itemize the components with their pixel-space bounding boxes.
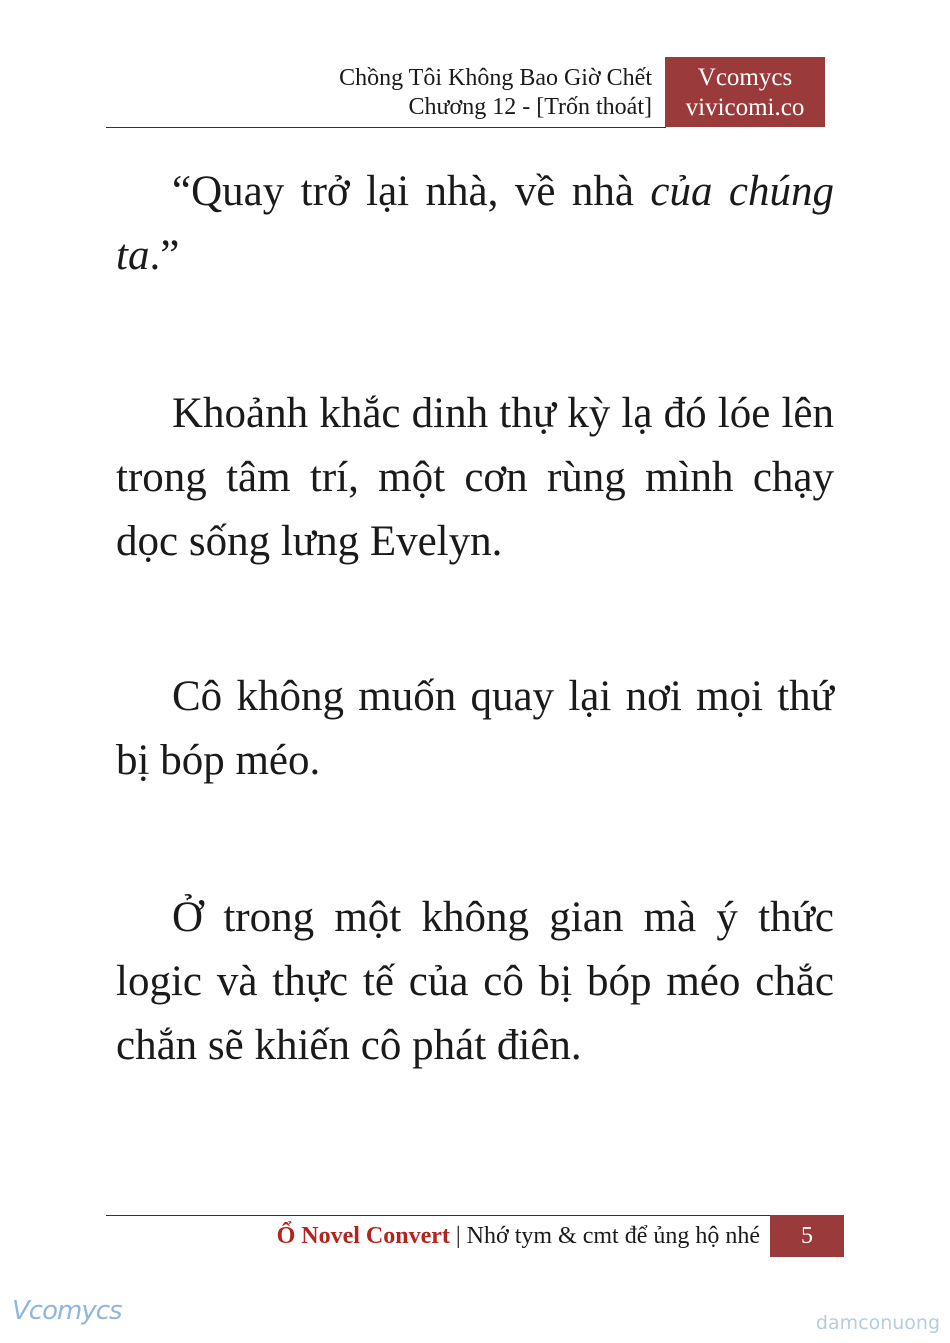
header-divider — [106, 127, 666, 128]
page-footer — [0, 1221, 760, 1251]
paragraph-3: Cô không muốn quay lại nơi mọi thứ bị bóp méo. — [116, 673, 834, 784]
book-title: Chồng Tôi Không Bao Giờ Chết — [339, 65, 652, 91]
page-number: 5 — [770, 1215, 844, 1257]
brand-box — [665, 57, 825, 127]
watermark: damconuong — [815, 1312, 940, 1334]
brand-site: vivicomi.co — [685, 94, 805, 121]
header-titles — [339, 64, 652, 122]
footer-brand: Ổ Novel Convert — [276, 1223, 450, 1249]
footer-divider — [106, 1215, 778, 1216]
vcomycs-logo: Vcomycs — [12, 1296, 122, 1326]
paragraph-1-text: “Quay trở lại nhà, về nhà — [172, 168, 651, 215]
brand-name: Vcomycs — [697, 64, 793, 91]
page-header — [0, 0, 950, 140]
paragraph-1 — [116, 160, 834, 288]
chapter-title: Chương 12 - [Trốn thoát] — [408, 94, 652, 120]
paragraph-1-italic: của chúng ta — [116, 168, 835, 279]
footer-message: Nhớ tym & cmt để ủng hộ nhé — [466, 1223, 760, 1249]
paragraph-2: Khoảnh khắc dinh thự kỳ lạ đó lóe lên trong tâm trí, một cơn rùng mình chạy dọc sống lưng Evelyn. — [116, 390, 834, 565]
paragraph-1-end: .” — [149, 232, 180, 279]
paragraph-4: Ở trong một không gian mà ý thức logic và thực tế của cô bị bóp méo chắc chắn sẽ khiến cô phát điên. — [116, 894, 834, 1069]
footer-separator: | — [449, 1223, 467, 1249]
